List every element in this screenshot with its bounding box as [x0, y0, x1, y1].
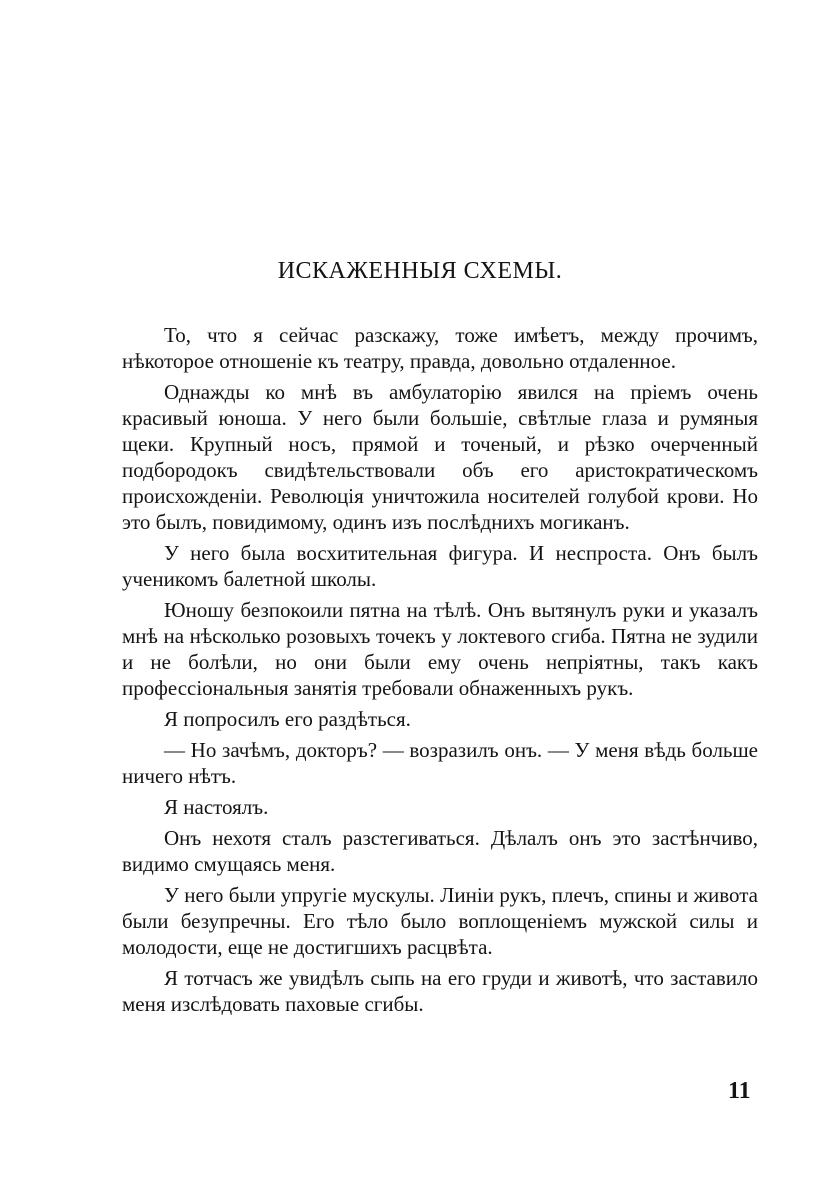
paragraph: Однажды ко мнѣ въ амбулаторію явился на пріемъ очень красивый юноша. У него были большіе, свѣтлые глаза и румяныя щеки. Крупный носъ, прямой и точеный, и рѣзко очерченный подбородокъ свидѣтельствовали объ его аристократическомъ происхожденіи. Революція уничтожила носителей голубой крови. Но это былъ, повидимому, одинъ изъ послѣднихъ могиканъ.	[122, 380, 758, 534]
paragraph: Я настоялъ.	[164, 795, 269, 819]
paragraph: Я тотчасъ же увидѣлъ сыпь на его груди и животѣ, что заставило меня изслѣдовать паховые сгибы.	[122, 966, 758, 1016]
chapter-title: ИСКАЖЕННЫЯ СХЕМЫ.	[277, 258, 563, 284]
paragraph: У него была восхитительная фигура. И неспроста. Онъ былъ ученикомъ балетной школы.	[122, 541, 758, 591]
paragraph: Юношу безпокоили пятна на тѣлѣ. Онъ вытянулъ руки и указалъ мнѣ на нѣсколько розовыхъ точекъ у локтевого сгиба. Пятна не зудили и не болѣли, но они были ему очень непріятны, такъ какъ профессіональныя занятія требовали обнаженныхъ рукъ.	[122, 598, 758, 700]
paragraph: У него были упругіе мускулы. Линіи рукъ, плечъ, спины и живота были безупречны. Его тѣло было воплощеніемъ мужской силы и молодости, еще не достигшихъ расцвѣта.	[122, 883, 758, 959]
page-number: 11	[728, 1078, 751, 1104]
paragraph: Онъ нехотя сталъ разстегиваться. Дѣлалъ онъ это застѣнчиво, видимо смущаясь меня.	[122, 826, 758, 876]
chapter-body	[122, 322, 758, 1022]
paragraph: — Но зачѣмъ, докторъ? — возразилъ онъ. — У меня вѣдь больше ничего нѣтъ.	[122, 738, 758, 788]
paragraph: Я попросилъ его раздѣться.	[164, 707, 411, 731]
paragraph: То, что я сейчас разскажу, тоже имѣетъ, между прочимъ, нѣкоторое отношеніе къ театру, правда, довольно отдаленное.	[122, 323, 758, 373]
